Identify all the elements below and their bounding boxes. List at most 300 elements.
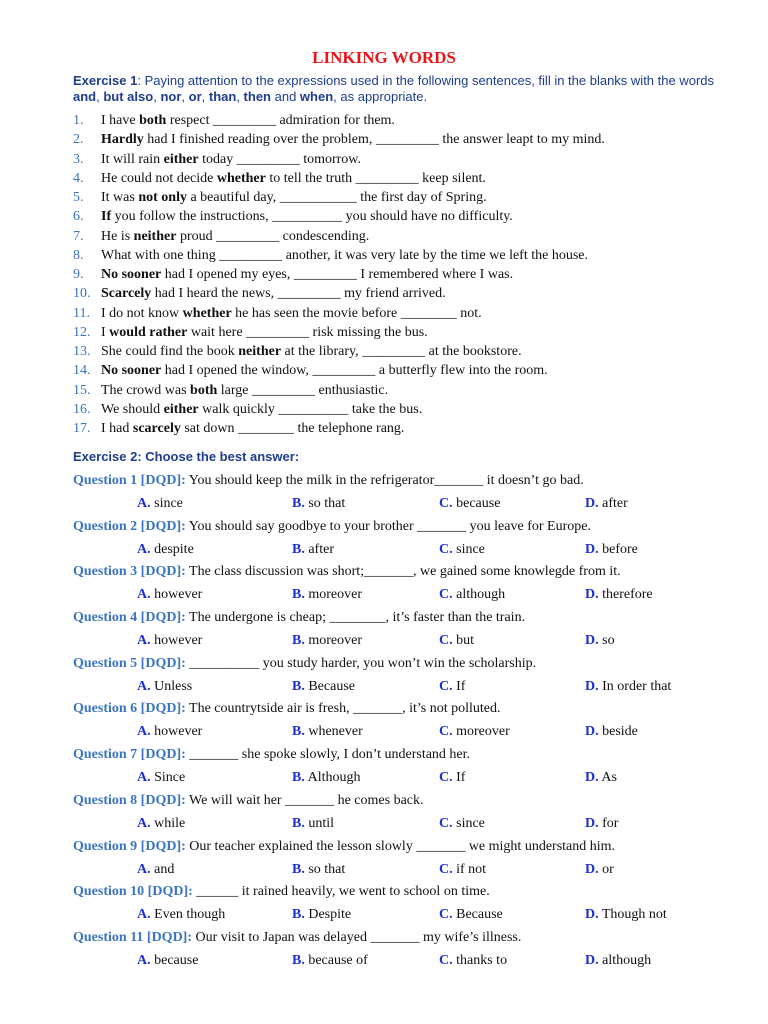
text-run: She could find the book [101, 344, 239, 359]
text-run: he has seen the movie before ________ not. [231, 305, 482, 321]
text-run: I had [101, 421, 133, 436]
exercise1-item [73, 150, 753, 169]
option-d [585, 859, 614, 881]
option-text: or [602, 861, 614, 877]
option-b [292, 813, 334, 835]
option-text: Unless [154, 678, 193, 694]
item-number: 4. [73, 170, 84, 186]
exercise1-item [73, 323, 753, 342]
option-letter: D. [585, 633, 599, 649]
option-d [585, 676, 671, 698]
option-text: so [602, 633, 615, 649]
question-line [73, 790, 753, 813]
question-line [73, 516, 753, 539]
option-a [137, 950, 198, 972]
option-c [439, 950, 507, 972]
option-letter: C. [439, 907, 453, 923]
exercise1-item [73, 246, 753, 265]
item-sentence [101, 267, 513, 282]
option-text: moreover [308, 633, 362, 649]
text-run: walk quickly __________ take the bus. [198, 401, 423, 417]
option-letter: A. [137, 541, 151, 557]
option-letter: C. [439, 633, 453, 649]
option-text: Because [308, 678, 355, 694]
text-run: The crowd was [101, 382, 191, 398]
option-text: before [602, 541, 638, 557]
option-c [439, 676, 465, 698]
item-number: 1. [73, 113, 84, 128]
option-letter: D. [585, 861, 599, 877]
answer-options [73, 904, 753, 926]
option-letter: C. [439, 541, 453, 557]
bold-keyword: Hardly [101, 132, 144, 148]
option-text: so that [308, 861, 346, 877]
question-block [73, 516, 753, 562]
question-line [73, 927, 753, 950]
option-c [439, 539, 485, 561]
exercise1-item [73, 342, 753, 361]
option-c [439, 584, 505, 606]
option-a [137, 904, 225, 926]
option-text: because [456, 496, 501, 511]
question-label: Question 4 [DQD]: [73, 610, 186, 626]
option-a [137, 813, 185, 835]
bold-keyword: nor [160, 89, 182, 104]
question-block [73, 927, 753, 973]
bold-keyword: whether [216, 170, 266, 186]
option-letter: B. [292, 678, 305, 694]
question-line [73, 881, 753, 904]
option-letter: A. [137, 678, 151, 694]
option-letter: D. [585, 678, 599, 694]
question-text: The countrytside air is fresh, _______, it’s not polluted. [185, 701, 501, 717]
question-label: Question 5 [DQD]: [73, 655, 186, 671]
text-run: , [201, 89, 209, 104]
text-run: , [236, 89, 244, 104]
option-text: so that [308, 496, 346, 511]
bold-keyword: Scarcely [101, 286, 152, 302]
question-line [73, 744, 753, 767]
question-label: Question 7 [DQD]: [73, 747, 186, 763]
option-c [439, 721, 510, 743]
item-number: 12. [73, 324, 91, 340]
bold-keyword: Exercise 1 [73, 73, 138, 88]
question-text: You should say goodbye to your brother _______ you leave for Europe. [185, 518, 591, 534]
question-text: __________ you study harder, you won’t win the scholarship. [185, 655, 537, 671]
option-letter: A. [137, 587, 151, 603]
option-c [439, 859, 486, 881]
answer-options [73, 767, 753, 789]
text-run: , as appropriate. [333, 89, 428, 104]
exercise1-item [73, 188, 753, 207]
question-text: We will wait her _______ he comes back. [185, 792, 424, 808]
question-line [73, 607, 753, 630]
option-a [137, 493, 183, 515]
option-letter: A. [137, 633, 151, 649]
option-letter: B. [292, 541, 305, 557]
item-sentence [101, 286, 446, 301]
question-line [73, 561, 753, 584]
answer-options [73, 493, 753, 515]
text-run: It will rain [101, 151, 164, 167]
option-text: moreover [456, 724, 510, 740]
bold-keyword: either [163, 151, 199, 167]
bold-keyword: No sooner [101, 363, 162, 379]
question-text: ______ it rained heavily, we went to school on time. [192, 884, 490, 900]
text-run: : Paying attention to the expressions used in the following sentences, fill in the blanks with the words [137, 73, 715, 88]
exercise1-item [73, 111, 753, 130]
option-text: because of [308, 952, 368, 968]
text-run: today _________ tomorrow. [198, 151, 362, 167]
text-run: , [96, 89, 104, 104]
question-label: Question 1 [DQD]: [73, 473, 186, 488]
option-text: after [602, 496, 628, 511]
option-letter: D. [585, 815, 599, 831]
option-letter: D. [585, 587, 599, 603]
text-run: had I opened the window, _________ a butterfly flew into the room. [161, 363, 548, 379]
text-run: It was [101, 190, 139, 205]
text-run: to tell the truth _________ keep silent. [265, 170, 486, 186]
bold-keyword: both [190, 382, 218, 398]
option-letter: C. [439, 861, 453, 877]
text-run: , [181, 89, 189, 104]
exercise1-item [73, 400, 753, 419]
option-c [439, 630, 474, 652]
question-block [73, 744, 753, 790]
option-letter: B. [292, 770, 305, 786]
item-number: 3. [73, 151, 84, 167]
text-run: had I finished reading over the problem, _________ the answer leapt to my mind. [143, 132, 605, 148]
item-sentence [101, 152, 361, 167]
answer-options [73, 539, 753, 561]
bold-keyword: scarcely [132, 421, 181, 436]
text-run: had I opened my eyes, _________ I remembered where I was. [161, 267, 514, 282]
option-d [585, 630, 615, 652]
option-text: until [308, 815, 335, 831]
item-number: 6. [73, 209, 84, 225]
option-letter: A. [137, 724, 151, 740]
option-d [585, 950, 651, 972]
exercise1-instructions [73, 73, 723, 105]
option-text: whenever [308, 724, 363, 740]
option-letter: C. [439, 678, 453, 694]
option-text: however [154, 633, 203, 649]
answer-options [73, 630, 753, 652]
item-number: 9. [73, 267, 84, 282]
option-text: despite [154, 541, 194, 557]
option-letter: B. [292, 587, 305, 603]
item-number: 10. [73, 286, 91, 302]
option-b [292, 721, 363, 743]
exercise1-item [73, 265, 753, 284]
option-letter: B. [292, 861, 305, 877]
option-d [585, 721, 638, 743]
text-run: and [271, 89, 300, 104]
option-d [585, 539, 638, 561]
item-number: 16. [73, 401, 91, 417]
option-a [137, 584, 202, 606]
item-number: 5. [73, 190, 84, 205]
item-sentence [101, 363, 548, 378]
option-letter: D. [585, 724, 599, 740]
exercise1-item [73, 207, 753, 226]
question-label: Question 9 [DQD]: [73, 838, 186, 854]
option-text: therefore [602, 587, 653, 603]
text-run: He could not decide [101, 170, 217, 186]
question-block [73, 698, 753, 744]
option-text: because [154, 952, 199, 968]
question-block [73, 653, 753, 699]
option-d [585, 584, 653, 606]
question-text: The undergone is cheap; ________, it’s faster than the train. [185, 610, 526, 626]
item-number: 11. [73, 305, 90, 321]
option-text: for [602, 815, 619, 831]
answer-options [73, 859, 753, 881]
option-a [137, 859, 174, 881]
option-text: Although [307, 770, 361, 786]
answer-options [73, 721, 753, 743]
option-text: and [154, 861, 175, 877]
text-run: a beautiful day, ___________ the first day of Spring. [186, 190, 487, 205]
option-d [585, 767, 617, 789]
option-letter: C. [439, 952, 453, 968]
option-a [137, 539, 194, 561]
option-b [292, 767, 360, 789]
text-run: I do not know [101, 305, 183, 321]
text-run: at the library, _________ at the bookstore. [281, 344, 522, 359]
option-d [585, 813, 618, 835]
item-sentence [101, 248, 588, 263]
item-number: 13. [73, 344, 91, 359]
bold-keyword: neither [133, 228, 177, 244]
item-sentence [101, 171, 486, 186]
item-sentence [101, 132, 605, 147]
option-letter: A. [137, 815, 151, 831]
bold-keyword: both [139, 113, 167, 128]
option-a [137, 630, 202, 652]
item-number: 17. [73, 421, 91, 436]
option-letter: D. [585, 907, 599, 923]
option-c [439, 767, 465, 789]
exercise1-item [73, 381, 753, 400]
item-sentence [101, 402, 422, 417]
option-letter: B. [292, 952, 305, 968]
option-letter: C. [439, 496, 453, 511]
bold-keyword: whether [182, 305, 232, 321]
bold-keyword: No sooner [101, 267, 162, 282]
text-run: wait here _________ risk missing the bus. [187, 324, 428, 340]
option-text: Because [456, 907, 503, 923]
item-number: 2. [73, 132, 84, 148]
option-b [292, 676, 355, 698]
option-text: since [456, 815, 485, 831]
question-block [73, 561, 753, 607]
question-text: _______ she spoke slowly, I don’t understand her. [185, 747, 471, 763]
bold-keyword: would rather [109, 324, 188, 340]
option-b [292, 584, 362, 606]
option-letter: A. [137, 861, 151, 877]
option-c [439, 813, 485, 835]
option-a [137, 767, 185, 789]
option-letter: C. [439, 815, 453, 831]
option-letter: B. [292, 724, 305, 740]
exercise1-item [73, 361, 753, 380]
bold-keyword: not only [138, 190, 187, 205]
text-run: you follow the instructions, __________ you should have no difficulty. [111, 209, 513, 225]
option-b [292, 950, 368, 972]
exercise2-list [73, 470, 753, 973]
option-letter: A. [137, 770, 151, 786]
bold-keyword: If [101, 209, 112, 225]
bold-keyword: then [243, 89, 271, 104]
option-text: Even though [154, 907, 226, 923]
item-number: 14. [73, 363, 91, 379]
option-text: but [456, 633, 475, 649]
question-label: Question 8 [DQD]: [73, 792, 186, 808]
option-text: although [602, 952, 652, 968]
question-line [73, 653, 753, 676]
exercise1-list [73, 111, 753, 438]
option-letter: B. [292, 496, 305, 511]
option-text: Despite [308, 907, 352, 923]
option-text: since [456, 541, 485, 557]
question-block [73, 836, 753, 882]
option-text: after [308, 541, 334, 557]
option-b [292, 493, 345, 515]
item-sentence [101, 383, 388, 398]
option-text: however [154, 587, 203, 603]
text-run: sat down ________ the telephone rang. [180, 421, 405, 436]
option-text: moreover [308, 587, 362, 603]
item-sentence [101, 113, 395, 128]
item-sentence [101, 229, 369, 244]
option-letter: C. [439, 587, 453, 603]
option-letter: D. [585, 770, 599, 786]
option-text: thanks to [456, 952, 508, 968]
option-text: while [154, 815, 186, 831]
text-run: had I heard the news, _________ my friend arrived. [151, 286, 446, 302]
question-line [73, 470, 753, 493]
option-b [292, 859, 345, 881]
exercise1-item [73, 419, 753, 438]
bold-keyword: or [188, 89, 202, 104]
option-letter: C. [439, 724, 453, 740]
option-text: beside [602, 724, 638, 740]
item-sentence [101, 306, 482, 321]
question-line [73, 698, 753, 721]
text-run: We should [101, 401, 164, 417]
bold-keyword: neither [238, 344, 282, 359]
bold-keyword: when [299, 89, 334, 104]
option-c [439, 904, 503, 926]
option-d [585, 493, 628, 515]
answer-options [73, 676, 753, 698]
exercise1-item [73, 130, 753, 149]
question-text: Our teacher explained the lesson slowly _______ we might understand him. [185, 838, 616, 854]
option-letter: D. [585, 541, 599, 557]
text-run: , [153, 89, 161, 104]
text-run: I have [101, 113, 140, 128]
option-b [292, 539, 334, 561]
bold-keyword: either [163, 401, 199, 417]
item-number: 15. [73, 382, 91, 398]
item-sentence [101, 344, 522, 359]
option-text: As [601, 770, 617, 786]
option-letter: B. [292, 633, 305, 649]
question-label: Question 10 [DQD]: [73, 884, 193, 900]
option-text: If [456, 678, 466, 694]
option-text: if not [456, 861, 487, 877]
question-block [73, 470, 753, 516]
question-text: You should keep the milk in the refrigerator_______ it doesn’t go bad. [185, 473, 584, 488]
page-title: LINKING WORDS [312, 48, 456, 67]
item-sentence [101, 190, 487, 205]
question-text: The class discussion was short;_______, we gained some knowlegde from it. [185, 564, 621, 580]
answer-options [73, 950, 753, 972]
question-label: Question 3 [DQD]: [73, 564, 186, 580]
option-letter: D. [585, 496, 599, 511]
text-run: proud _________ condescending. [176, 228, 370, 244]
item-number: 7. [73, 228, 84, 244]
option-letter: C. [439, 770, 453, 786]
exercise1-item [73, 304, 753, 323]
item-sentence [101, 421, 404, 436]
item-sentence [101, 325, 428, 340]
option-text: In order that [602, 678, 672, 694]
option-letter: B. [292, 815, 305, 831]
question-block [73, 881, 753, 927]
option-b [292, 904, 351, 926]
question-line [73, 836, 753, 859]
question-label: Question 6 [DQD]: [73, 701, 186, 717]
option-text: although [456, 587, 506, 603]
text-run: I [101, 324, 110, 340]
question-label: Question 2 [DQD]: [73, 518, 186, 534]
exercise1-item [73, 284, 753, 303]
option-letter: D. [585, 952, 599, 968]
bold-keyword: than [208, 89, 237, 104]
question-block [73, 790, 753, 836]
option-text: however [154, 724, 203, 740]
bold-keyword: but also [103, 89, 154, 104]
option-letter: B. [292, 907, 305, 923]
bold-keyword: and [73, 89, 97, 104]
question-block [73, 607, 753, 653]
exercise2-heading: Exercise 2: Choose the best answer: [73, 449, 300, 464]
option-text: since [154, 496, 183, 511]
answer-options [73, 813, 753, 835]
item-number: 8. [73, 247, 84, 263]
option-letter: A. [137, 952, 151, 968]
text-run: What with one thing _________ another, it was very late by the time we left the house. [101, 247, 588, 263]
question-text: Our visit to Japan was delayed _______ my wife’s illness. [192, 929, 522, 945]
option-d [585, 904, 667, 926]
item-sentence [101, 209, 513, 224]
question-label: Question 11 [DQD]: [73, 929, 192, 945]
option-letter: A. [137, 907, 151, 923]
option-a [137, 676, 192, 698]
option-letter: A. [137, 496, 151, 511]
exercise1-item [73, 169, 753, 188]
option-text: Though not [601, 907, 667, 923]
exercise1-item [73, 227, 753, 246]
option-text: Since [154, 770, 186, 786]
option-a [137, 721, 202, 743]
option-text: If [456, 770, 466, 786]
option-b [292, 630, 362, 652]
text-run: respect _________ admiration for them. [166, 113, 395, 128]
answer-options [73, 584, 753, 606]
